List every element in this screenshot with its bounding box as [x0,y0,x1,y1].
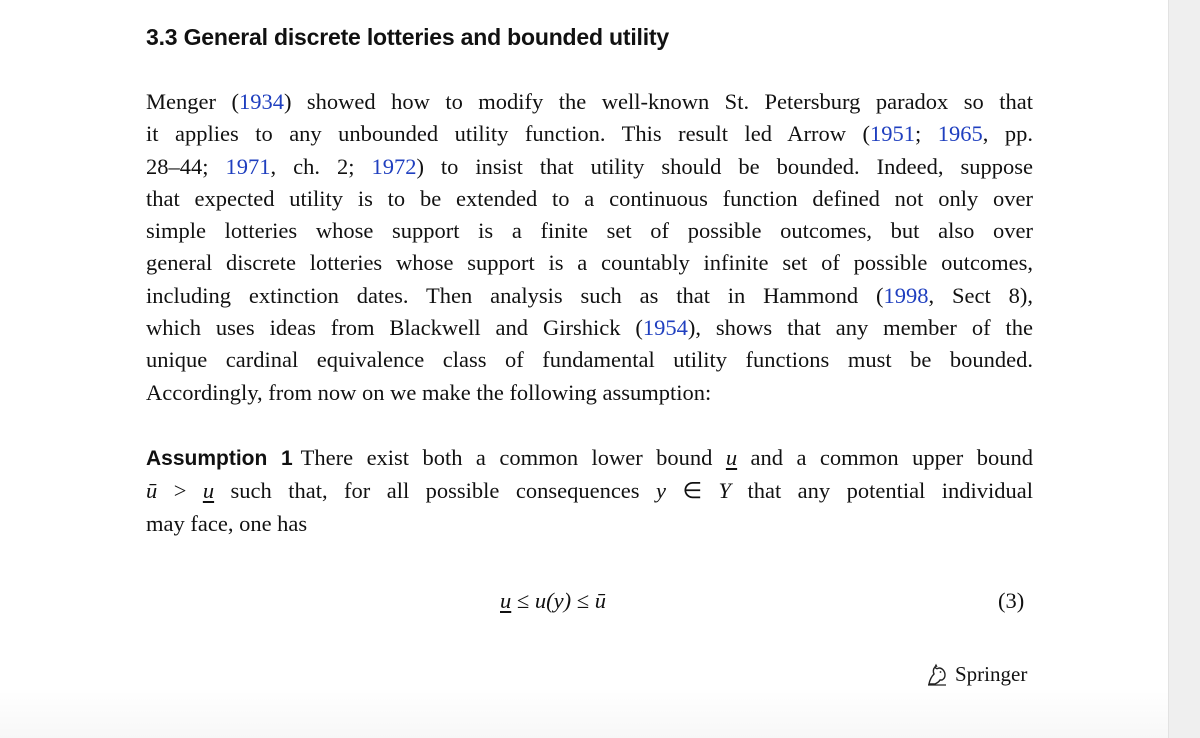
section-heading: 3.3 General discrete lotteries and bounded utility [146,24,669,50]
assumption-line: may face, one has [146,510,308,536]
paragraph-line: Menger (1934) showed how to modify the well-known St. Petersburg paradox so that [146,89,1033,114]
lower-bound-symbol: u [725,445,738,470]
publisher-mark [925,662,1027,687]
publisher-name: Springer [955,662,1028,686]
paragraph-line: that expected utility is to be extended to a continuous function defined not only over [146,185,1033,211]
viewer-background [1168,0,1200,738]
upper-bound-symbol: ū [146,478,158,504]
citation-link-1971[interactable]: 1971 [225,153,271,179]
citation-link-1951[interactable]: 1951 [870,121,915,147]
equation-3: u ≤ u(y) ≤ ū [500,588,606,613]
paragraph-line: which uses ideas from Blackwell and Girshick (1954), shows that any member of the [146,315,1033,341]
citation-link-1954[interactable]: 1954 [642,315,688,341]
citation-link-1965[interactable]: 1965 [937,121,983,147]
equation-number: (3) [998,588,1025,613]
paragraph-line: simple lotteries whose support is a finite set of possible outcomes, but also over [146,218,1033,244]
paragraph-line: including extinction dates. Then analysis such as that in Hammond (1998, Sect 8), [146,282,1033,308]
citation-link-1934[interactable]: 1934 [238,89,284,114]
citation-link-1972[interactable]: 1972 [371,153,417,179]
assumption-label: Assumption 1 [146,447,293,470]
assumption-line: ū > u such that, for all possible consequences y ∈ Y that any potential individual [146,478,1033,504]
assumption-line: Assumption 1 There exist both a common lower bound u and a common upper bound [146,445,1033,470]
springer-horse-icon [925,663,949,687]
paragraph-line: unique cardinal equivalence class of fundamental utility functions must be bounded. [146,347,1033,373]
assumption-block [146,442,1033,540]
paragraph-line: it applies to any unbounded utility function. This result led Arrow (1951; 1965, pp. [146,121,1033,147]
lower-bound-symbol: u [202,478,215,504]
citation-link-1998[interactable]: 1998 [883,282,929,308]
paragraph-line: general discrete lotteries whose support is a countably infinite set of possible outcomes, [146,250,1033,276]
page-bottom-shadow [0,690,1168,738]
paragraph-line: 28–44; 1971, ch. 2; 1972) to insist that utility should be bounded. Indeed, suppose [146,153,1033,179]
paragraph-line: Accordingly, from now on we make the following assumption: [146,379,712,405]
body-paragraph [146,86,1033,409]
